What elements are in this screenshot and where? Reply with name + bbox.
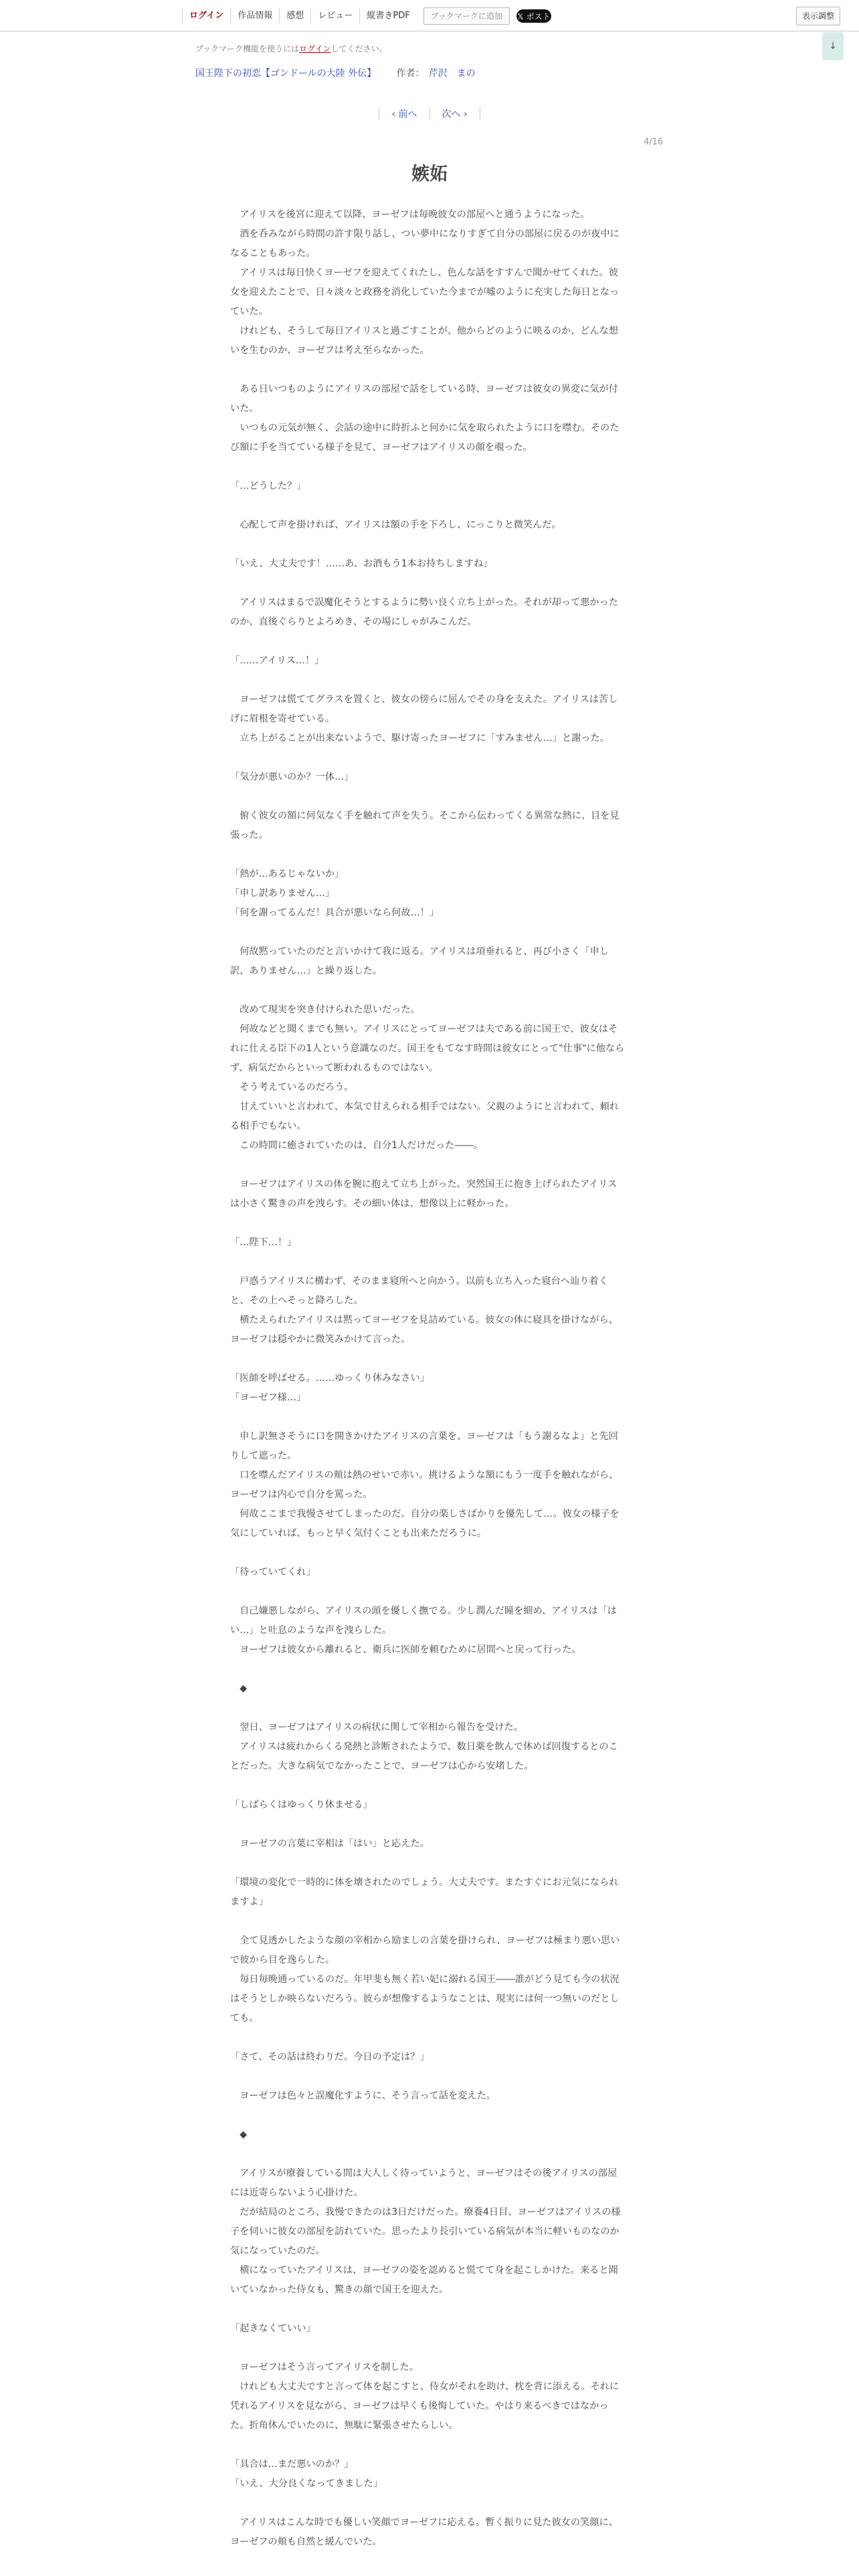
blank-line bbox=[230, 2145, 626, 2164]
body-paragraph: 「環境の変化で一時的に体を壊されたのでしょう。大丈夫です。またすぐにお元気になられますよ」 bbox=[230, 1877, 619, 1907]
blank-line bbox=[230, 1156, 626, 1175]
body-paragraph: アイリスはこんな時でも優しい笑顔でヨーゼフに応える。暫く振りに見た彼女の笑顔に、ヨーゼフの頬も自然と緩んでいた。 bbox=[230, 2517, 618, 2547]
blank-line bbox=[230, 1350, 626, 1369]
blank-line bbox=[230, 2106, 626, 2125]
blank-line bbox=[230, 1214, 626, 1233]
blank-line bbox=[230, 1543, 626, 1563]
body-paragraph: アイリスは疲れからくる発熱と診断されたようで、数日薬を飲んで休めば回復するとのことだった。大きな病気でなかったことで、ヨーゼフは心から安堵した。 bbox=[230, 1741, 618, 1772]
body-paragraph: 横たえられたアイリスは黙ってヨーゼフを見詰めている。彼女の体に寝具を掛けながら、ヨーゼフは穏やかに微笑みかけて言った。 bbox=[230, 1315, 618, 1345]
series-title-link[interactable]: 国王陛下の初恋【ゴンドールの大陸 外伝】 bbox=[195, 68, 377, 79]
blank-line bbox=[230, 1912, 626, 1931]
body-paragraph: アイリスを後宮に迎えて以降、ヨーゼフは毎晩彼女の部屋へと通うようになった。 bbox=[230, 209, 590, 220]
vertical-pdf-link[interactable]: 縦書きPDF bbox=[367, 11, 410, 21]
body-paragraph: 毎日毎晩通っているのだ。年甲斐も無く若い妃に溺れる国王――誰がどう見ても今の状況はそうとしか映らないだろう。彼らが想像するようなことは、現実には何一つ無いのだとしても。 bbox=[230, 1974, 619, 2024]
blank-line bbox=[230, 496, 626, 516]
body-paragraph: 全て見透かしたような顔の宰相から励ましの言葉を掛けられ、ヨーゼフは極まり悪い思いで彼から目を逸らした。 bbox=[230, 1935, 620, 1965]
body-paragraph: けれども大丈夫ですと言って体を起こすと、侍女がそれを助け、枕を背に添える。それに凭れるアイリスを見ながら、ヨーゼフは早くも後悔していた。やはり来るべきではなかった。折角休んでいたのに、無駄に緊張させたらしい。 bbox=[230, 2381, 619, 2431]
body-paragraph: ◆ bbox=[230, 1683, 248, 1694]
body-paragraph: 「具合は…まだ悪いのか？」 bbox=[230, 2459, 354, 2470]
body-paragraph: 「医師を呼ばせる。……ゆっくり休みなさい」 bbox=[230, 1373, 430, 1384]
blank-line bbox=[230, 1776, 626, 1796]
scroll-down-button[interactable] bbox=[822, 32, 844, 60]
body-paragraph: ヨーゼフはそう言ってアイリスを制した。 bbox=[230, 2362, 419, 2373]
series-breadcrumb bbox=[195, 66, 476, 80]
chapter-title: 嫉妬 bbox=[411, 164, 448, 185]
display-settings-button[interactable]: 表示調整 bbox=[796, 7, 840, 25]
author-label: 作者： bbox=[396, 68, 425, 79]
body-paragraph: 甘えていいと言われて、本気で甘えられる相手ではない。父親のようにと言われて、頼れる相手でもない。 bbox=[230, 1101, 619, 1132]
bookmark-login-notice bbox=[195, 43, 387, 54]
blank-line bbox=[230, 845, 626, 865]
body-paragraph: けれども、そうして毎日アイリスと過ごすことが、他からどのように映るのか、どんな想いを生むのか、ヨーゼフは考え至らなかった。 bbox=[230, 326, 619, 356]
blank-line bbox=[230, 671, 626, 690]
notice-text-pre: ブックマーク機能を使うには bbox=[195, 44, 300, 53]
blank-line bbox=[230, 1660, 626, 1679]
body-paragraph: 立ち上がることが出来ないようで、駆け寄ったヨーゼフに「すみません…」と謝った。 bbox=[230, 733, 609, 744]
body-paragraph: 「何を謝ってるんだ！具合が悪いなら何故…！」 bbox=[230, 907, 440, 918]
body-paragraph: 「起きなくていい」 bbox=[230, 2323, 316, 2334]
body-paragraph: いつもの元気が無く、会話の途中に時折ふと何かに気を取られたように口を噤む。そのたび額に手を当てている様子を見て、ヨーゼフはアイリスの顔を覗った。 bbox=[230, 423, 619, 453]
body-paragraph: そう考えているのだろう。 bbox=[230, 1082, 354, 1093]
notice-login-link[interactable]: ログイン bbox=[299, 44, 331, 53]
add-bookmark-button[interactable]: ブックマークに追加 bbox=[423, 7, 510, 25]
header-nav bbox=[182, 8, 551, 24]
prev-chapter-link[interactable]: ‹ 前へ bbox=[379, 107, 430, 120]
blank-line bbox=[230, 981, 626, 1000]
blank-line bbox=[230, 360, 626, 380]
blank-line bbox=[230, 632, 626, 651]
review-link[interactable]: レビュー bbox=[311, 9, 360, 23]
page-number: 4/16 bbox=[644, 137, 664, 147]
body-paragraph: 酒を呑みながら時間の許す限り話し、つい夢中になりすぎて自分の部屋に戻るのが夜中になることもあった。 bbox=[230, 229, 619, 259]
blank-line bbox=[230, 2067, 626, 2086]
body-paragraph: アイリスはまるで誤魔化そうとするように勢い良く立ち上がった。それが却って悪かったのか、直後ぐらりとよろめき、その場にしゃがみこんだ。 bbox=[230, 597, 618, 627]
novel-info-link[interactable]: 作品情報 bbox=[231, 9, 280, 23]
blank-line bbox=[230, 748, 626, 768]
body-paragraph: 口を噤んだアイリスの頬は熱のせいで赤い。挑けるような額にもう一度手を触れながら、ヨーゼフは内心で自分を罵った。 bbox=[230, 1470, 619, 1500]
body-paragraph: だが結局のところ、我慢できたのは3日だけだった。療養4日目、ヨーゼフはアイリスの様子を伺いに彼女の部屋を訪れていた。思ったより長引いている病気が本当に軽いものなのか気になっていたのだ。 bbox=[230, 2207, 621, 2256]
blank-line bbox=[230, 1854, 626, 1873]
body-paragraph: 「ヨーゼフ様…」 bbox=[230, 1392, 306, 1403]
body-paragraph: 申し訳無さそうに口を開きかけたアイリスの言葉を、ヨーゼフは「もう謝るなよ」と先回りして遮った。 bbox=[230, 1431, 618, 1461]
impressions-link[interactable]: 感想 bbox=[280, 9, 311, 23]
blank-line bbox=[230, 2436, 626, 2455]
arrow-down-icon: ↓ bbox=[829, 41, 837, 51]
blank-line bbox=[230, 2494, 626, 2513]
body-paragraph: 心配して声を掛ければ、アイリスは額の手を下ろし、にっこりと微笑んだ。 bbox=[230, 520, 561, 530]
body-paragraph: 「いえ、大分良くなってきました」 bbox=[230, 2478, 383, 2489]
body-paragraph: ヨーゼフの言葉に宰相は「はい」と応えた。 bbox=[230, 1838, 430, 1849]
blank-line bbox=[230, 923, 626, 942]
body-paragraph: アイリスが療養している間は大人しく待っていようと、ヨーゼフはその後アイリスの部屋には近寄らないよう心掛けた。 bbox=[230, 2168, 617, 2198]
body-paragraph: 何故黙っていたのだと言いかけて我に返る。アイリスは項垂れると、再び小さく「申し訳、ありません…」と繰り返した。 bbox=[230, 946, 609, 976]
blank-line bbox=[230, 1699, 626, 1718]
body-paragraph: ヨーゼフは色々と誤魔化すように、そう言って話を変えた。 bbox=[230, 2090, 496, 2101]
login-link[interactable]: ログイン bbox=[182, 9, 231, 23]
body-paragraph: 俯く彼女の額に何気なく手を触れて声を失う。そこから伝わってくる異常な熱に、目を見張った。 bbox=[230, 811, 619, 841]
body-paragraph: ◆ bbox=[230, 2129, 248, 2140]
body-paragraph: 戸惑うアイリスに構わず、そのまま寝所へと向かう。以前も立ち入った寝台へ辿り着くと、その上へそっと降ろした。 bbox=[230, 1276, 608, 1306]
x-post-button[interactable]: 𝕏 ポスト bbox=[516, 9, 551, 23]
blank-line bbox=[230, 1408, 626, 1427]
body-paragraph: ある日いつものようにアイリスの部屋で話をしている時、ヨーゼフは彼女の異変に気が付いた。 bbox=[230, 384, 618, 414]
blank-line bbox=[230, 2339, 626, 2358]
body-paragraph: 何故ここまで我慢させてしまったのだ。自分の楽しさばかりを優先して…。彼女の様子を気にしていれば、もっと早く気付くことも出来ただろうに。 bbox=[230, 1509, 619, 1539]
body-paragraph: 翌日、ヨーゼフはアイリスの病状に関して宰相から報告を受けた。 bbox=[230, 1722, 523, 1733]
body-paragraph: 横になっていたアイリスは、ヨーゼフの姿を認めると慌てて身を起こしかけた。来ると聞いていなかった侍女も、驚きの顔で国王を迎えた。 bbox=[230, 2265, 618, 2295]
next-chapter-link[interactable]: 次へ › bbox=[430, 107, 480, 120]
blank-line bbox=[230, 574, 626, 593]
body-paragraph: ヨーゼフは慌ててグラスを置くと、彼女の傍らに屈んでその身を支えた。アイリスは苦しげに眉根を寄せている。 bbox=[230, 694, 618, 724]
blank-line bbox=[230, 1815, 626, 1834]
body-paragraph: 「気分が悪いのか？一体…」 bbox=[230, 772, 354, 782]
blank-line bbox=[230, 1582, 626, 1602]
chapter-body bbox=[230, 205, 626, 2552]
blank-line bbox=[230, 535, 626, 554]
body-paragraph: 「熱が…あるじゃないか」 bbox=[230, 869, 345, 879]
body-paragraph: この時間に癒されていたのは、自分1人だけだった――。 bbox=[230, 1140, 483, 1151]
body-paragraph: 「待っていてくれ」 bbox=[230, 1567, 316, 1578]
body-paragraph: 「申し訳ありません…」 bbox=[230, 888, 335, 899]
body-paragraph: ヨーゼフは彼女から離れると、衛兵に医師を頼むために居間へと戻って行った。 bbox=[230, 1644, 581, 1655]
body-paragraph: 改めて現実を突き付けられた思いだった。 bbox=[230, 1004, 420, 1015]
body-paragraph: 何故などと聞くまでも無い。アイリスにとってヨーゼフは夫である前に国王で、彼女はそれに仕える臣下の1人という意識なのだ。国王をもてなす時間は彼女にとって"仕事"に他ならず、病気だからといって断われるものではない。 bbox=[230, 1024, 625, 1073]
body-paragraph: 「…陛下…！」 bbox=[230, 1237, 297, 1248]
body-paragraph: ヨーゼフはアイリスの体を腕に抱えて立ち上がった。突然国王に抱き上げられたアイリスは小さく驚きの声を洩らす。その細い体は、想像以上に軽かった。 bbox=[230, 1179, 617, 1209]
body-paragraph: 「さて、その話は終わりだ。今日の予定は？」 bbox=[230, 2052, 430, 2062]
blank-line bbox=[230, 2028, 626, 2048]
blank-line bbox=[230, 787, 626, 807]
body-paragraph: 「いえ、大丈夫です！……あ、お酒もう1本お持ちしますね」 bbox=[230, 558, 493, 569]
notice-text-post: してください。 bbox=[330, 44, 387, 53]
chapter-pager bbox=[0, 107, 859, 120]
blank-line bbox=[230, 1253, 626, 1272]
body-paragraph: 「しばらくはゆっくり休ませる」 bbox=[230, 1800, 373, 1810]
top-navbar bbox=[0, 0, 859, 31]
body-paragraph: 「……アイリス…！」 bbox=[230, 655, 324, 666]
body-paragraph: 自己嫌悪しながら、アイリスの頭を優しく撫でる。少し潤んだ瞳を細め、アイリスは「はい…」と吐息のような声を洩らした。 bbox=[230, 1606, 617, 1636]
blank-line bbox=[230, 2300, 626, 2319]
body-paragraph: アイリスは毎日快くヨーゼフを迎えてくれたし、色んな話をすすんで聞かせてくれた。彼女を迎えたことで、日々淡々と政務を消化していた今までが嘘のように充実した毎日となっていた。 bbox=[230, 267, 619, 317]
body-paragraph: 「…どうした？」 bbox=[230, 481, 306, 492]
blank-line bbox=[230, 457, 626, 477]
author-link[interactable]: 芹沢 まの bbox=[428, 68, 476, 79]
